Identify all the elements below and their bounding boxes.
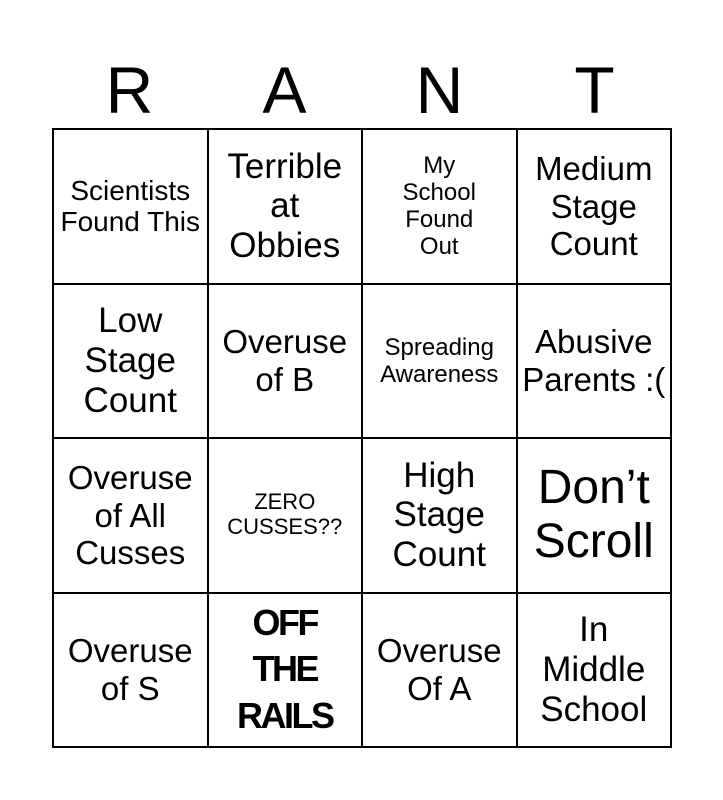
bingo-cell[interactable]	[53, 284, 208, 439]
bingo-cell-label: ZERO CUSSES??	[227, 489, 343, 540]
bingo-cell-label: Overuse of S	[67, 632, 193, 707]
bingo-board	[52, 128, 672, 748]
bingo-cell-label: Medium Stage Count	[535, 150, 653, 262]
bingo-cell[interactable]	[208, 284, 363, 439]
bingo-cell[interactable]	[362, 284, 517, 439]
header-letter-t: T	[574, 53, 615, 127]
bingo-cell[interactable]	[517, 438, 672, 593]
bingo-cell-label: Abusive Parents :(	[522, 323, 666, 398]
bingo-header	[52, 52, 672, 128]
bingo-cell-label: High Stage Count	[392, 455, 486, 575]
header-letter-n: N	[415, 53, 464, 127]
bingo-cell[interactable]	[208, 129, 363, 284]
bingo-cell[interactable]	[517, 284, 672, 439]
bingo-cell[interactable]	[362, 593, 517, 748]
bingo-cell-label: In Middle School	[540, 610, 648, 729]
bingo-cell-label: Don’t Scroll	[533, 461, 654, 569]
bingo-cell-label: Overuse of B	[222, 323, 348, 398]
bingo-cell-label: Spreading Awareness	[380, 333, 499, 388]
bingo-cell-label: OFF THE RAILS	[237, 601, 333, 737]
bingo-cell[interactable]	[362, 438, 517, 593]
header-letter-a: A	[262, 53, 307, 127]
bingo-cell-label: Overuse Of A	[376, 632, 502, 707]
bingo-cell[interactable]	[53, 593, 208, 748]
header-letter-r: R	[105, 53, 154, 127]
bingo-cell-label: Scientists Found This	[60, 174, 201, 238]
bingo-cell[interactable]	[208, 438, 363, 593]
bingo-cell-label: My School Found Out	[402, 152, 476, 261]
bingo-cell[interactable]	[517, 593, 672, 748]
bingo-cell[interactable]	[208, 593, 363, 748]
bingo-cell[interactable]	[517, 129, 672, 284]
bingo-cell[interactable]	[362, 129, 517, 284]
bingo-cell-label: Overuse of All Cusses	[67, 459, 193, 571]
bingo-cell[interactable]	[53, 129, 208, 284]
bingo-cell-label: Terrible at Obbies	[227, 146, 343, 266]
bingo-cell[interactable]	[53, 438, 208, 593]
bingo-cell-label: Low Stage Count	[83, 301, 177, 420]
